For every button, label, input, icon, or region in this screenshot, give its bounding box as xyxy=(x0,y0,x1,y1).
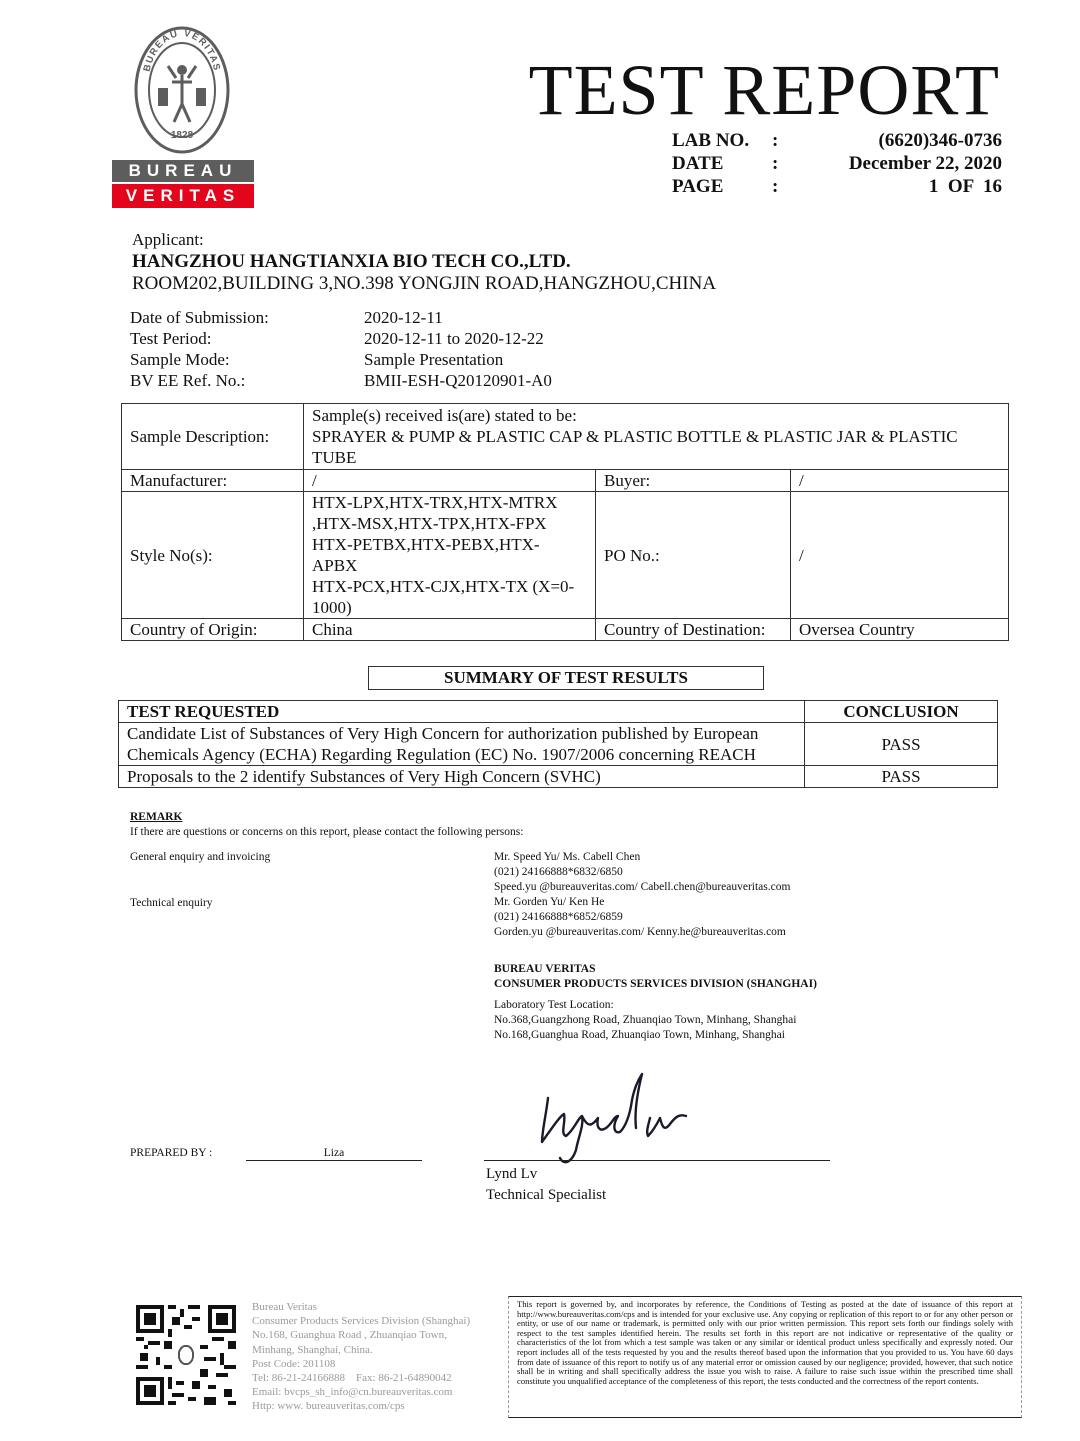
info-row xyxy=(130,307,443,328)
sample-description-line1: Sample(s) received is(are) stated to be: xyxy=(312,406,577,425)
logo-line-veritas: VERITAS xyxy=(112,184,254,208)
sample-table xyxy=(121,403,1009,641)
bureau-veritas-seal-icon xyxy=(134,26,230,154)
meta-value: (6620)346-0736 xyxy=(878,130,1002,151)
footer-line: Bureau Veritas xyxy=(252,1301,317,1313)
report-meta xyxy=(672,129,1002,198)
footer-address xyxy=(252,1300,470,1414)
remark-title: REMARK xyxy=(130,811,183,823)
manufacturer-label: Manufacturer: xyxy=(122,470,304,492)
prepared-by-label: PREPARED BY : xyxy=(130,1147,213,1159)
buyer-label: Buyer: xyxy=(596,470,791,492)
results-table xyxy=(118,700,998,788)
summary-title: SUMMARY OF TEST RESULTS xyxy=(368,666,764,690)
meta-sep: : xyxy=(772,153,779,174)
test-requested: Candidate List of Substances of Very High Concern for authorization published by European Chemicals Agency (ECHA) Regarding Regulation (EC) No. 1907/2006 concerning REACH xyxy=(119,723,805,766)
style-value xyxy=(304,492,596,619)
remark-block xyxy=(130,810,523,840)
division-block xyxy=(494,962,817,1043)
style-line: HTX-PCX,HTX-CJX,HTX-TX (X=0- xyxy=(312,577,575,596)
table-row xyxy=(122,404,1009,470)
contact-line: Mr. Gorden Yu/ Ken He xyxy=(494,896,605,908)
meta-key: PAGE xyxy=(672,176,724,197)
info-row xyxy=(130,370,552,391)
table-row xyxy=(122,492,1009,619)
meta-sep: : xyxy=(772,176,779,197)
logo-line-bureau: BUREAU xyxy=(112,160,254,182)
sample-description-line2: SPRAYER & PUMP & PLASTIC CAP & PLASTIC BOTTLE & PLASTIC JAR & PLASTIC TUBE xyxy=(312,427,958,467)
info-label: Sample Mode: xyxy=(130,350,230,369)
contact-line: Gorden.yu @bureauveritas.com/ Kenny.he@bureauveritas.com xyxy=(494,926,786,938)
meta-value: 1 OF 16 xyxy=(928,176,1002,197)
signature-line xyxy=(484,1160,830,1161)
info-row xyxy=(130,328,544,349)
contact-line: (021) 24166888*6832/6850 xyxy=(494,866,623,878)
signer-title: Technical Specialist xyxy=(486,1187,607,1203)
info-label: Date of Submission: xyxy=(130,308,269,327)
meta-value: December 22, 2020 xyxy=(848,153,1002,174)
contact-line: Mr. Speed Yu/ Ms. Cabell Chen xyxy=(494,851,641,863)
meta-row-date xyxy=(672,152,1002,175)
prepared-by-name: Liza xyxy=(323,1147,345,1159)
info-value: 2020-12-11 to 2020-12-22 xyxy=(364,329,544,348)
info-label: Test Period: xyxy=(130,329,212,348)
manufacturer-value: / xyxy=(304,470,596,492)
prepared-by-line xyxy=(246,1160,422,1161)
table-row xyxy=(119,701,998,723)
handwritten-signature xyxy=(530,1070,720,1170)
applicant-label: Applicant: xyxy=(132,230,204,249)
style-line: HTX-PETBX,HTX-PEBX,HTX- xyxy=(312,535,540,554)
applicant-block xyxy=(132,229,716,295)
info-value: Sample Presentation xyxy=(364,350,504,369)
meta-key: LAB NO. xyxy=(672,130,750,151)
meta-key: DATE xyxy=(672,153,724,174)
style-line: HTX-LPX,HTX-TRX,HTX-MTRX xyxy=(312,493,558,512)
lab-location-label: Laboratory Test Location: xyxy=(494,999,614,1011)
info-value: 2020-12-11 xyxy=(364,308,443,327)
lab-location-line: No.368,Guangzhong Road, Zhuanqiao Town, Minhang, Shanghai xyxy=(494,1014,797,1026)
contact-line: (021) 24166888*6852/6859 xyxy=(494,911,623,923)
general-enquiry-label: General enquiry and invoicing xyxy=(130,851,271,863)
info-value: BMII-ESH-Q20120901-A0 xyxy=(364,371,552,390)
table-row xyxy=(119,766,998,788)
footer-line: Minhang, Shanghai, China. xyxy=(252,1343,373,1356)
lab-location-line: No.168,Guanghua Road, Zhuanqiao Town, Minhang, Shanghai xyxy=(494,1029,785,1041)
svg-text:BUREAU VERITAS: BUREAU VERITAS xyxy=(141,27,223,73)
meta-sep: : xyxy=(772,130,779,151)
report-title: TEST REPORT xyxy=(528,50,1000,130)
po-label: PO No.: xyxy=(596,492,791,619)
division-line1: BUREAU VERITAS xyxy=(494,963,596,975)
destination-value: Oversea Country xyxy=(791,619,1009,641)
signer-name: Lynd Lv xyxy=(486,1166,538,1182)
table-row xyxy=(122,470,1009,492)
division-line2: CONSUMER PRODUCTS SERVICES DIVISION (SHANGHAI) xyxy=(494,978,817,990)
bureau-veritas-logo xyxy=(112,26,254,208)
contact-line: Speed.yu @bureauveritas.com/ Cabell.chen@bureauveritas.com xyxy=(494,881,791,893)
footer-line: Post Code: 201108 xyxy=(252,1357,336,1370)
table-row xyxy=(119,723,998,766)
contact-details xyxy=(494,850,790,940)
remark-text: If there are questions or concerns on this report, please contact the following persons: xyxy=(130,826,524,838)
style-line: APBX xyxy=(312,556,358,575)
origin-value: China xyxy=(304,619,596,641)
footer-line: Tel: 86-21-24166888 Fax: 86-21-64890042 xyxy=(252,1372,452,1385)
submission-info xyxy=(130,307,552,391)
conclusion: PASS xyxy=(805,766,998,788)
info-label: BV EE Ref. No.: xyxy=(130,371,246,390)
footer-line: Http: www. bureauveritas.com/cps xyxy=(252,1400,405,1413)
column-header-test: TEST REQUESTED xyxy=(119,701,805,723)
meta-row-page xyxy=(672,175,1002,198)
svg-text:1828: 1828 xyxy=(170,130,194,141)
test-requested: Proposals to the 2 identify Substances of Very High Concern (SVHC) xyxy=(119,766,805,788)
signer-block xyxy=(486,1164,606,1206)
applicant-address: ROOM202,BUILDING 3,NO.398 YONGJIN ROAD,HANGZHOU,CHINA xyxy=(132,273,717,294)
info-row xyxy=(130,349,504,370)
footer-line: No.168, Guanghua Road , Zhuanqiao Town, xyxy=(252,1329,447,1342)
conclusion: PASS xyxy=(805,723,998,766)
po-value: / xyxy=(791,492,1009,619)
footer-line: Email: bvcps_sh_info@cn.bureauveritas.com xyxy=(252,1386,453,1399)
qr-code-icon xyxy=(136,1305,236,1405)
style-line: 1000) xyxy=(312,598,352,617)
destination-label: Country of Destination: xyxy=(596,619,791,641)
column-header-conclusion: CONCLUSION xyxy=(805,701,998,723)
footer-line: Consumer Products Services Division (Shanghai) xyxy=(252,1315,471,1328)
meta-row-lab-no xyxy=(672,129,1002,152)
style-line: ,HTX-MSX,HTX-TPX,HTX-FPX xyxy=(312,514,547,533)
style-label: Style No(s): xyxy=(122,492,304,619)
origin-label: Country of Origin: xyxy=(122,619,304,641)
technical-enquiry-label: Technical enquiry xyxy=(130,897,213,909)
terms-text: This report is governed by, and incorporates by reference, the Conditions of Testing as posted at the date of issuance of this report at http://www.bureauveritas.com/cps and is intended for your exclusive use. Any copying or replication of this report to or for any other person or entity, or use of our name or trademark, is permitted only with our prior written permission. This report sets forth our findings solely with respect to the test samples identified herein. The results set forth in this report are not indicative or representative of the quality or characteristics of the lot from which a test sample was taken or any similar or identical product unless specifically and expressly noted. Our report includes all of the tests requested by you and the results thereof based upon the information that you provided to us. You have 60 days from date of issuance of this report to notify us of any material error or omission caused by our negligence; provided, however, that such notice shall be in writing and shall specifically address the issue you wish to raise. A failure to raise such issue within the prescribed time shall constitute you unqualified acceptance of the completeness of this report, the tests conducted and the correctness of the report contents. xyxy=(517,1299,1013,1386)
buyer-value: / xyxy=(791,470,1009,492)
applicant-name: HANGZHOU HANGTIANXIA BIO TECH CO.,LTD. xyxy=(132,251,571,272)
contact-labels xyxy=(130,850,270,911)
sample-description-value xyxy=(304,404,1009,470)
sample-description-label: Sample Description: xyxy=(122,404,304,470)
table-row xyxy=(122,619,1009,641)
